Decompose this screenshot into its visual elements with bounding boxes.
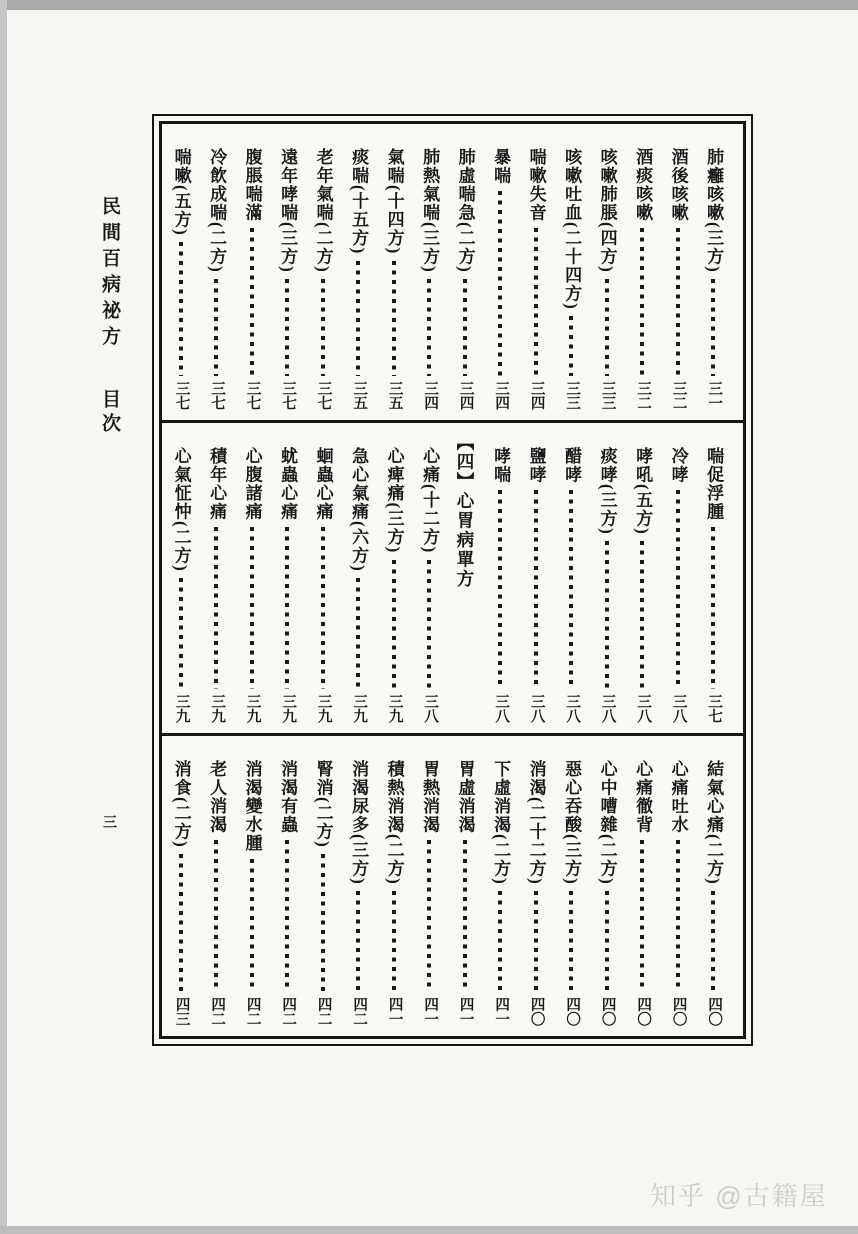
entry-title: 哮喘 — [491, 447, 511, 484]
entry-title: 消食(二方) — [171, 760, 191, 849]
dotted-leader — [463, 279, 467, 376]
page-number: 三五 — [351, 381, 368, 410]
dotted-leader — [321, 279, 325, 376]
dotted-leader — [463, 840, 467, 992]
dotted-leader — [392, 261, 396, 376]
entry-title: 消渴(二十二方) — [526, 760, 546, 886]
page-number: 三九 — [173, 694, 190, 723]
page-number: 三二 — [635, 381, 652, 410]
toc-entry — [554, 433, 590, 725]
inner-frame — [159, 121, 746, 1039]
dotted-leader — [392, 560, 396, 689]
toc-entry — [234, 433, 270, 725]
toc-entry — [163, 134, 199, 412]
page-number: 四〇 — [528, 997, 545, 1026]
page-number: 三九 — [209, 694, 226, 723]
folio-number: 三 — [103, 816, 117, 831]
page-number: 三四 — [422, 381, 439, 410]
toc-entry — [163, 433, 199, 725]
entry-title: 腎消(二方) — [313, 760, 333, 849]
dotted-leader — [214, 279, 218, 376]
dotted-leader — [640, 541, 644, 689]
toc-entry — [518, 134, 554, 412]
entry-title: 心痛(十二方) — [420, 447, 440, 554]
page-number: 三九 — [280, 694, 297, 723]
dotted-leader — [711, 279, 715, 376]
entry-title: 肺癰咳嗽(三方) — [704, 148, 724, 274]
dotted-leader — [640, 840, 644, 992]
page-number: 三八 — [528, 694, 545, 723]
dotted-leader — [534, 228, 538, 376]
toc-entry — [625, 746, 661, 1028]
page-number: 四二 — [209, 997, 226, 1026]
dotted-leader — [534, 490, 538, 689]
page-number: 三七 — [209, 381, 226, 410]
toc-entry — [660, 433, 696, 725]
toc-entry — [234, 134, 270, 412]
page-number: 四三 — [173, 997, 190, 1026]
toc-entry — [163, 746, 199, 1028]
toc-entry — [412, 433, 448, 725]
dotted-leader — [427, 840, 431, 992]
toc-entry — [518, 746, 554, 1028]
entry-title: 遠年哮喘(三方) — [278, 148, 298, 274]
dotted-leader — [285, 527, 289, 689]
entry-title: 肺熱氣喘(三方) — [420, 148, 440, 274]
page-number: 三三 — [564, 381, 581, 410]
dotted-leader — [569, 490, 573, 689]
page-number: 三二 — [670, 381, 687, 410]
toc-entry — [447, 746, 483, 1028]
page-number: 四〇 — [670, 997, 687, 1026]
toc-entry — [483, 433, 519, 725]
page-number: 三四 — [457, 381, 474, 410]
dotted-leader — [214, 840, 218, 992]
dotted-leader — [569, 316, 573, 376]
toc-entry — [305, 746, 341, 1028]
page-number: 三九 — [244, 694, 261, 723]
dotted-leader — [356, 261, 360, 376]
section-row — [162, 733, 743, 1036]
dotted-leader — [321, 527, 325, 689]
dotted-leader — [676, 840, 680, 992]
entry-title: 蚘蟲心痛 — [278, 447, 298, 521]
entry-title: 消渴有蟲 — [278, 760, 298, 834]
dotted-leader — [498, 490, 502, 689]
toc-entry — [199, 746, 235, 1028]
page-number: 三七 — [315, 381, 332, 410]
page-number: 四二 — [315, 997, 332, 1026]
page-number: 三七 — [280, 381, 297, 410]
entry-title: 消渴尿多(三方) — [349, 760, 369, 886]
entry-title: 冷哮 — [668, 447, 688, 484]
toc-entry — [483, 746, 519, 1028]
page-number: 三四 — [493, 381, 510, 410]
dotted-leader — [640, 228, 644, 376]
dotted-leader — [285, 840, 289, 992]
entry-title: 蛔蟲心痛 — [313, 447, 333, 521]
dotted-leader — [392, 891, 396, 992]
dotted-leader — [179, 578, 183, 689]
page-number: 四一 — [386, 997, 403, 1026]
page-number: 四〇 — [635, 997, 652, 1026]
section-header — [447, 433, 483, 725]
dotted-leader — [498, 191, 502, 376]
toc-entry — [660, 134, 696, 412]
page-number: 三三 — [599, 381, 616, 410]
scan-edge-left — [0, 0, 7, 1234]
toc-entry — [554, 746, 590, 1028]
toc-entry — [376, 433, 412, 725]
toc-entry — [305, 433, 341, 725]
entry-title: 胃虛消渴 — [455, 760, 475, 834]
toc-entry — [696, 433, 732, 725]
toc-entry — [270, 134, 306, 412]
toc-entry — [696, 134, 732, 412]
page-number: 四〇 — [706, 997, 723, 1026]
toc-entry — [270, 746, 306, 1028]
toc-entry — [554, 134, 590, 412]
toc-label: 目次 — [99, 389, 120, 437]
entry-title: 哮吼(五方) — [633, 447, 653, 536]
entry-title: 急心氣痛(六方) — [349, 447, 369, 573]
entry-title: 心中嘈雜(二方) — [597, 760, 617, 886]
page-number: 三八 — [599, 694, 616, 723]
book-title: 民間百病祕方 — [99, 196, 120, 352]
page-number: 三五 — [386, 381, 403, 410]
toc-entry — [199, 433, 235, 725]
dotted-leader — [356, 891, 360, 992]
section-row — [162, 420, 743, 733]
entry-title: 醋哮 — [562, 447, 582, 484]
toc-entry — [660, 746, 696, 1028]
scan-edge-bottom — [0, 1226, 858, 1234]
entry-title: 心腹諸痛 — [242, 447, 262, 521]
dotted-leader — [179, 242, 183, 376]
entry-title: 酒後咳嗽 — [668, 148, 688, 222]
toc-entry — [696, 746, 732, 1028]
page-number: 四二 — [280, 997, 297, 1026]
dotted-leader — [711, 527, 715, 689]
entry-title: 冷飲成喘(二方) — [207, 148, 227, 274]
dotted-leader — [427, 560, 431, 689]
dotted-leader — [569, 891, 573, 992]
entry-title: 酒痰咳嗽 — [633, 148, 653, 222]
toc-entry — [483, 134, 519, 412]
dotted-leader — [711, 891, 715, 992]
dotted-leader — [676, 490, 680, 689]
entry-title: 老人消渴 — [207, 760, 227, 834]
entry-title: 喘促浮腫 — [704, 447, 724, 521]
page-number: 四〇 — [599, 997, 616, 1026]
page-frame — [152, 114, 753, 1046]
page-number: 三八 — [422, 694, 439, 723]
dotted-leader — [179, 854, 183, 992]
entry-title: 痰喘(十五方) — [349, 148, 369, 255]
entry-title: 喘嗽失音 — [526, 148, 546, 222]
page-number: 三九 — [315, 694, 332, 723]
dotted-leader — [498, 891, 502, 992]
toc-entry — [341, 134, 377, 412]
toc-entry — [199, 134, 235, 412]
page-number: 三八 — [670, 694, 687, 723]
page-number: 三九 — [386, 694, 403, 723]
page-number: 四一 — [457, 997, 474, 1026]
entry-title: 心痛吐水 — [668, 760, 688, 834]
dotted-leader — [250, 527, 254, 689]
entry-title: 咳嗽吐血(二十四方) — [562, 148, 582, 311]
dotted-leader — [534, 891, 538, 992]
entry-title: 鹽哮 — [526, 447, 546, 484]
scan-edge-top — [0, 0, 858, 10]
dotted-leader — [605, 541, 609, 689]
toc-entry — [447, 134, 483, 412]
page-number: 四一 — [493, 997, 510, 1026]
dotted-leader — [321, 854, 325, 992]
page-number: 三九 — [351, 694, 368, 723]
toc-entry — [376, 746, 412, 1028]
page-number: 三八 — [493, 694, 510, 723]
section-header-label: 【四】心胃病單方 — [454, 433, 475, 589]
dotted-leader — [356, 578, 360, 689]
toc-entry — [625, 134, 661, 412]
entry-title: 氣喘(十四方) — [384, 148, 404, 255]
entry-title: 積熱消渴(二方) — [384, 760, 404, 886]
page-number: 四〇 — [564, 997, 581, 1026]
section-row — [162, 124, 743, 420]
dotted-leader — [250, 859, 254, 993]
page-number: 三七 — [173, 381, 190, 410]
toc-entry — [589, 746, 625, 1028]
entry-title: 心痺痛(三方) — [384, 447, 404, 554]
dotted-leader — [285, 279, 289, 376]
toc-entry — [412, 134, 448, 412]
toc-entry — [305, 134, 341, 412]
toc-entry — [589, 433, 625, 725]
page-number: 三一 — [706, 381, 723, 410]
entry-title: 腹脹喘滿 — [242, 148, 262, 222]
page-number: 四二 — [244, 997, 261, 1026]
toc-entry — [341, 746, 377, 1028]
margin-title-block — [100, 196, 119, 437]
toc-entry — [589, 134, 625, 412]
entry-title: 喘嗽(五方) — [171, 148, 191, 237]
watermark: 知乎 @古籍屋 — [650, 1181, 828, 1211]
entry-title: 積年心痛 — [207, 447, 227, 521]
page-number: 三八 — [564, 694, 581, 723]
dotted-leader — [427, 279, 431, 376]
page-number: 四一 — [422, 997, 439, 1026]
dotted-leader — [214, 527, 218, 689]
page-number: 四二 — [351, 997, 368, 1026]
page-number: 三七 — [706, 694, 723, 723]
toc-entry — [234, 746, 270, 1028]
dotted-leader — [250, 228, 254, 376]
toc-entry — [341, 433, 377, 725]
entry-title: 心氣怔忡(二方) — [171, 447, 191, 573]
entry-title: 心痛徹背 — [633, 760, 653, 834]
entry-title: 老年氣喘(二方) — [313, 148, 333, 274]
toc-entry — [270, 433, 306, 725]
dotted-leader — [605, 279, 609, 376]
toc-entry — [518, 433, 554, 725]
toc-entry — [412, 746, 448, 1028]
page-number: 三四 — [528, 381, 545, 410]
entry-title: 暴喘 — [491, 148, 511, 185]
entry-title: 咳嗽肺脹(四方) — [597, 148, 617, 274]
toc-entry — [376, 134, 412, 412]
dotted-leader — [605, 891, 609, 992]
entry-title: 胃熱消渴 — [420, 760, 440, 834]
entry-title: 惡心吞酸(三方) — [562, 760, 582, 886]
dotted-leader — [676, 228, 680, 376]
entry-title: 下虛消渴(二方) — [491, 760, 511, 886]
entry-title: 痰哮(三方) — [597, 447, 617, 536]
entry-title: 肺虛喘急(二方) — [455, 148, 475, 274]
page-number: 三八 — [635, 694, 652, 723]
entry-title: 消渴變水腫 — [242, 760, 262, 853]
toc-entry — [625, 433, 661, 725]
page-number: 三七 — [244, 381, 261, 410]
entry-title: 結氣心痛(二方) — [704, 760, 724, 886]
